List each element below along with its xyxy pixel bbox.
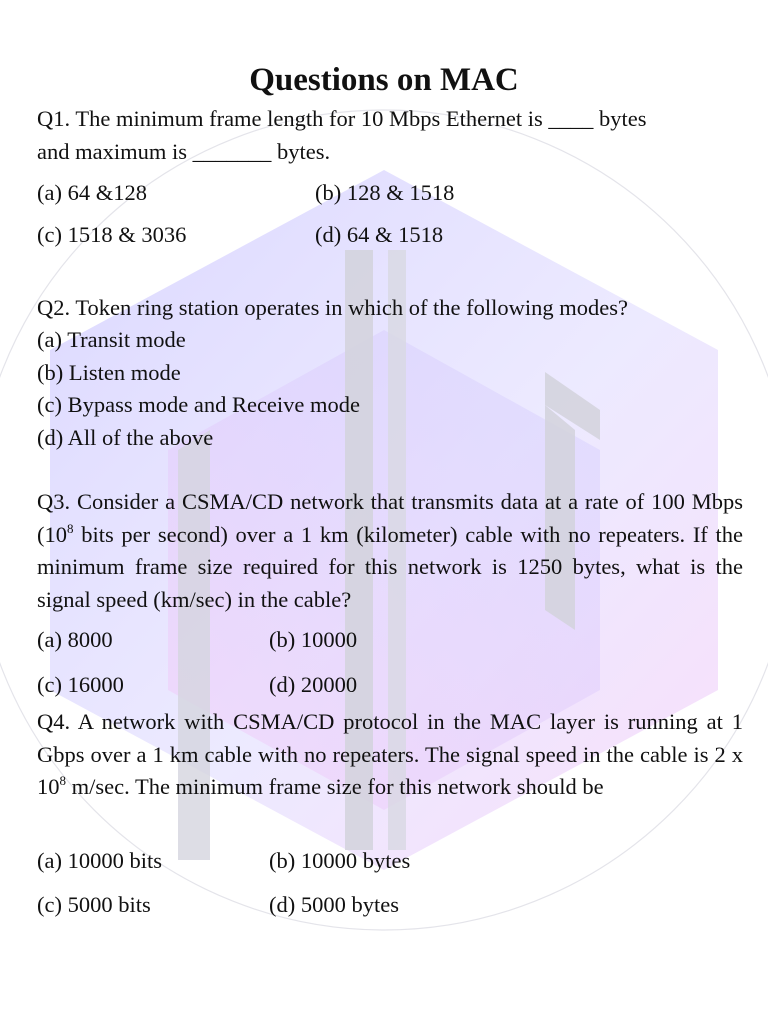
q2-option-a: (a) Transit mode: [37, 327, 186, 352]
q4-option-d: (d) 5000 bytes: [269, 892, 399, 917]
q3-option-b: (b) 10000: [269, 627, 358, 652]
q2-option-c: (c) Bypass mode and Receive mode: [37, 392, 361, 417]
q4-option-b: (b) 10000 bytes: [269, 848, 411, 873]
q4-text-part1: Q4. A network with CSMA/CD protocol in the MAC layer is running at 1 Gbps over a 1 km cable with no repeaters. The signal speed in the cable is 2 x 10: [37, 709, 743, 799]
q1-text-line2: and maximum is _______ bytes.: [37, 139, 331, 164]
q2-option-b: (b) Listen mode: [37, 360, 181, 385]
page-title: Questions on MAC: [249, 62, 519, 98]
q3-option-c: (c) 16000: [37, 672, 124, 697]
q4-text: [37, 706, 743, 804]
q3-option-d: (d) 20000: [269, 672, 358, 697]
q4-exponent: 8: [59, 773, 66, 788]
q1-text-line1: Q1. The minimum frame length for 10 Mbps Ethernet is ____ bytes: [37, 106, 647, 131]
q2-option-d: (d) All of the above: [37, 425, 214, 450]
q1-option-b: (b) 128 & 1518: [315, 180, 455, 205]
q4-option-c: (c) 5000 bits: [37, 892, 151, 917]
q1-option-c: (c) 1518 & 3036: [37, 222, 187, 247]
q3-text-part1: Q3. Consider a CSMA/CD network that transmits data at a rate of 100 Mbps (10: [37, 489, 743, 547]
q4-text-part2: m/sec. The minimum frame size for this network should be: [66, 774, 604, 799]
q1-option-d: (d) 64 & 1518: [315, 222, 444, 247]
q1-option-a: (a) 64 &128: [37, 180, 147, 205]
q3-text-part2: bits per second) over a 1 km (kilometer) cable with no repeaters. If the minimum frame size required for this network is 1250 bytes, what is the signal speed (km/sec) in the cable?: [37, 521, 743, 612]
q2-text: Q2. Token ring station operates in which of the following modes?: [37, 295, 629, 320]
q3-text: [37, 486, 743, 616]
q4-option-a: (a) 10000 bits: [37, 848, 162, 873]
q3-exponent: 8: [67, 520, 74, 536]
q3-option-a: (a) 8000: [37, 627, 113, 652]
